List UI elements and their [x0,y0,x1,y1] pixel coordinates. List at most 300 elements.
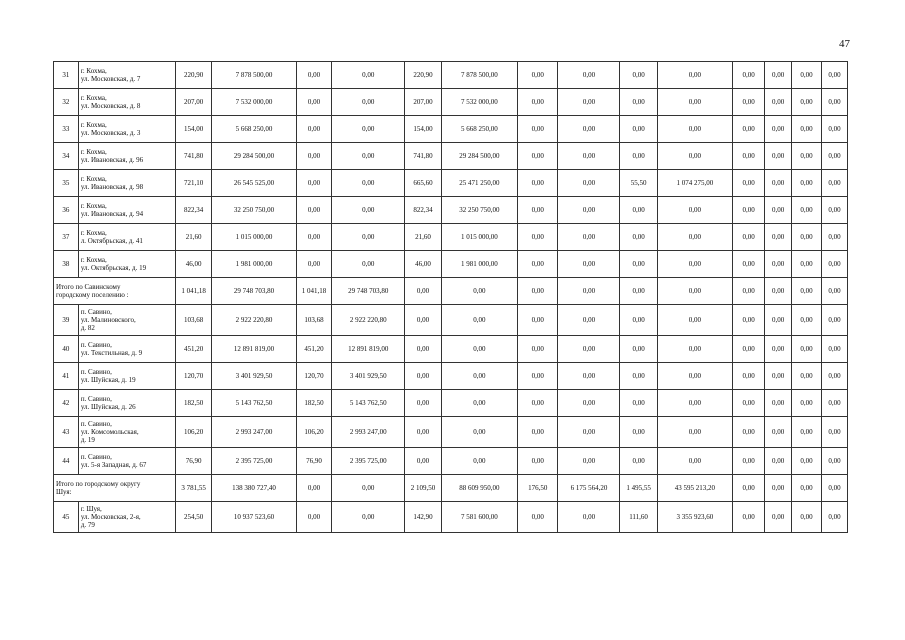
total-row [54,278,848,305]
page-number: 47 [839,38,850,50]
address-line: г. Кохма, [80,229,107,237]
value-cell: 0,00 [792,363,822,390]
value-cell: 106,20 [296,417,331,448]
value-cell: 0,00 [620,224,657,251]
address-line: д. 19 [80,436,95,444]
value-cell: 2 395 725,00 [332,448,405,475]
value-cell: 0,00 [822,143,848,170]
value-cell: 0,00 [332,502,405,533]
value-cell: 0,00 [558,502,620,533]
value-cell: 0,00 [765,143,792,170]
value-cell: 0,00 [620,197,657,224]
value-cell: 7 532 000,00 [212,89,297,116]
value-cell: 220,90 [405,62,441,89]
value-cell: 182,50 [175,390,211,417]
value-cell: 0,00 [620,89,657,116]
address-line: п. Савино, [80,308,112,316]
value-cell: 5 668 250,00 [212,116,297,143]
value-cell: 0,00 [620,278,657,305]
address-cell [78,363,175,390]
address-cell [78,448,175,475]
value-cell: 0,00 [620,448,657,475]
value-cell: 154,00 [405,116,441,143]
value-cell: 0,00 [296,143,331,170]
value-cell: 0,00 [620,390,657,417]
value-cell: 29 748 703,80 [332,278,405,305]
value-cell: 665,60 [405,170,441,197]
total-label [54,475,176,502]
value-cell: 2 922 220,80 [332,305,405,336]
address-line: ул. Малиновского, [80,316,136,324]
address-line: п. Савино, [80,341,112,349]
address-line: ул. 5-я Западная, д. 67 [80,461,147,469]
value-cell: 0,00 [558,305,620,336]
address-line: ул. Шуйская, д. 26 [80,403,136,411]
address-line: ул. Московская, д. 7 [80,75,141,83]
value-cell: 0,00 [822,197,848,224]
value-cell: 0,00 [518,89,558,116]
value-cell: 254,50 [175,502,211,533]
total-label-line: Итого по Савинскому [56,283,121,291]
value-cell: 0,00 [518,417,558,448]
value-cell: 0,00 [792,502,822,533]
value-cell: 741,80 [405,143,441,170]
value-cell: 0,00 [558,197,620,224]
value-cell: 76,90 [175,448,211,475]
value-cell: 7 878 500,00 [212,62,297,89]
value-cell: 0,00 [822,224,848,251]
value-cell: 12 891 819,00 [332,336,405,363]
value-cell: 88 609 950,00 [441,475,518,502]
address-line: п. Савино, [80,368,112,376]
value-cell: 0,00 [765,224,792,251]
address-line: г. Кохма, [80,202,107,210]
value-cell: 207,00 [405,89,441,116]
value-cell: 0,00 [405,305,441,336]
row-number: 31 [54,62,79,89]
value-cell: 106,20 [175,417,211,448]
value-cell: 1 015 000,00 [441,224,518,251]
value-cell: 451,20 [296,336,331,363]
value-cell: 0,00 [441,336,518,363]
value-cell: 3 401 929,50 [332,363,405,390]
table-row [54,224,848,251]
value-cell: 0,00 [657,143,732,170]
value-cell: 1 041,18 [175,278,211,305]
row-number: 43 [54,417,79,448]
value-cell: 0,00 [733,143,765,170]
value-cell: 0,00 [558,278,620,305]
row-number: 38 [54,251,79,278]
address-line: г. Шуя, [80,505,102,513]
total-label [54,278,176,305]
value-cell: 2 993 247,00 [332,417,405,448]
value-cell: 0,00 [620,251,657,278]
value-cell: 822,34 [175,197,211,224]
value-cell: 0,00 [733,62,765,89]
value-cell: 0,00 [765,116,792,143]
row-number: 44 [54,448,79,475]
address-cell [78,305,175,336]
value-cell: 0,00 [518,305,558,336]
value-cell: 0,00 [558,448,620,475]
address-line: ул. Октябрьская, д. 19 [80,264,147,272]
total-label-line: городскому поселению : [56,291,129,299]
table-row [54,390,848,417]
table-row [54,305,848,336]
table-row [54,363,848,390]
row-number: 41 [54,363,79,390]
value-cell: 0,00 [792,305,822,336]
address-line: ул. Ивановская, д. 98 [80,183,144,191]
address-line: г. Кохма, [80,148,107,156]
value-cell: 0,00 [792,448,822,475]
value-cell: 0,00 [518,448,558,475]
value-cell: 0,00 [733,448,765,475]
value-cell: 0,00 [792,336,822,363]
value-cell: 0,00 [332,251,405,278]
value-cell: 29 284 500,00 [441,143,518,170]
value-cell: 0,00 [518,170,558,197]
value-cell: 32 250 750,00 [441,197,518,224]
value-cell: 0,00 [765,363,792,390]
value-cell: 1 495,55 [620,475,657,502]
value-cell: 0,00 [441,390,518,417]
row-number: 32 [54,89,79,116]
value-cell: 0,00 [558,390,620,417]
value-cell: 0,00 [296,170,331,197]
value-cell: 0,00 [405,336,441,363]
address-line: ул. Московская, 2-я, [80,513,141,521]
value-cell: 0,00 [296,89,331,116]
value-cell: 0,00 [558,363,620,390]
value-cell: 0,00 [620,417,657,448]
value-cell: 721,10 [175,170,211,197]
value-cell: 0,00 [822,363,848,390]
value-cell: 3 781,55 [175,475,211,502]
value-cell: 0,00 [733,363,765,390]
value-cell: 0,00 [733,224,765,251]
value-cell: 0,00 [657,62,732,89]
value-cell: 176,50 [518,475,558,502]
address-line: ул. Московская, д. 8 [80,102,141,110]
value-cell: 0,00 [657,116,732,143]
value-cell: 7 878 500,00 [441,62,518,89]
value-cell: 5 143 762,50 [332,390,405,417]
value-cell: 142,90 [405,502,441,533]
value-cell: 0,00 [657,197,732,224]
value-cell: 26 545 525,00 [212,170,297,197]
table-row [54,89,848,116]
value-cell: 0,00 [765,448,792,475]
address-line: ул. Ивановская, д. 94 [80,210,144,218]
value-cell: 111,60 [620,502,657,533]
value-cell: 0,00 [518,502,558,533]
value-cell: 0,00 [657,336,732,363]
value-cell: 0,00 [332,197,405,224]
value-cell: 0,00 [405,417,441,448]
table-row [54,143,848,170]
value-cell: 0,00 [405,448,441,475]
address-line: г. Кохма, [80,256,107,264]
table-row [54,502,848,533]
value-cell: 0,00 [558,116,620,143]
table-row [54,116,848,143]
value-cell: 154,00 [175,116,211,143]
value-cell: 0,00 [733,251,765,278]
value-cell: 0,00 [405,390,441,417]
value-cell: 43 595 213,20 [657,475,732,502]
value-cell: 46,00 [405,251,441,278]
value-cell: 0,00 [733,336,765,363]
value-cell: 1 981 000,00 [441,251,518,278]
address-cell [78,417,175,448]
value-cell: 0,00 [296,224,331,251]
value-cell: 0,00 [558,170,620,197]
address-line: ул. Ивановская, д. 96 [80,156,144,164]
address-cell [78,170,175,197]
table-row [54,62,848,89]
value-cell: 0,00 [518,143,558,170]
address-line: л. Октябрьская, д. 41 [80,237,143,245]
value-cell: 1 981 000,00 [212,251,297,278]
address-cell [78,116,175,143]
value-cell: 0,00 [822,170,848,197]
address-cell [78,390,175,417]
value-cell: 0,00 [558,89,620,116]
value-cell: 0,00 [296,62,331,89]
address-line: ул. Шуйская, д. 19 [80,376,136,384]
address-line: д. 79 [80,521,95,529]
value-cell: 120,70 [175,363,211,390]
value-cell: 0,00 [765,251,792,278]
value-cell: 103,68 [175,305,211,336]
value-cell: 0,00 [441,278,518,305]
address-cell [78,62,175,89]
value-cell: 0,00 [657,278,732,305]
value-cell: 0,00 [405,278,441,305]
value-cell: 29 284 500,00 [212,143,297,170]
value-cell: 0,00 [296,475,331,502]
address-cell [78,197,175,224]
value-cell: 12 891 819,00 [212,336,297,363]
value-cell: 10 937 523,60 [212,502,297,533]
address-line: д. 82 [80,324,95,332]
value-cell: 220,90 [175,62,211,89]
value-cell: 0,00 [558,224,620,251]
value-cell: 0,00 [441,417,518,448]
table-row [54,448,848,475]
row-number: 40 [54,336,79,363]
address-cell [78,89,175,116]
value-cell: 0,00 [792,417,822,448]
value-cell: 21,60 [175,224,211,251]
row-number: 35 [54,170,79,197]
value-cell: 0,00 [733,502,765,533]
value-cell: 0,00 [733,116,765,143]
value-cell: 0,00 [733,89,765,116]
value-cell: 0,00 [518,278,558,305]
row-number: 33 [54,116,79,143]
value-cell: 2 922 220,80 [212,305,297,336]
value-cell: 0,00 [518,197,558,224]
value-cell: 0,00 [518,251,558,278]
address-line: ул. Комсомольская, [80,428,139,436]
value-cell: 741,80 [175,143,211,170]
value-cell: 0,00 [733,197,765,224]
address-cell [78,336,175,363]
value-cell: 0,00 [822,305,848,336]
value-cell: 76,90 [296,448,331,475]
value-cell: 55,50 [620,170,657,197]
value-cell: 0,00 [441,305,518,336]
value-cell: 0,00 [657,448,732,475]
value-cell: 0,00 [822,448,848,475]
value-cell: 0,00 [657,417,732,448]
value-cell: 5 143 762,50 [212,390,297,417]
value-cell: 0,00 [822,278,848,305]
value-cell: 0,00 [518,363,558,390]
value-cell: 0,00 [733,170,765,197]
value-cell: 0,00 [792,390,822,417]
address-line: п. Савино, [80,453,112,461]
value-cell: 0,00 [620,116,657,143]
value-cell: 0,00 [792,475,822,502]
value-cell: 0,00 [733,278,765,305]
value-cell: 6 175 564,20 [558,475,620,502]
value-cell: 0,00 [332,89,405,116]
value-cell: 0,00 [657,89,732,116]
value-cell: 0,00 [518,390,558,417]
table-row [54,336,848,363]
table-row [54,197,848,224]
value-cell: 0,00 [518,116,558,143]
value-cell: 0,00 [822,475,848,502]
row-number: 45 [54,502,79,533]
value-cell: 0,00 [765,278,792,305]
value-cell: 1 074 275,00 [657,170,732,197]
value-cell: 0,00 [518,224,558,251]
value-cell: 0,00 [822,116,848,143]
value-cell: 0,00 [822,251,848,278]
address-line: г. Кохма, [80,67,107,75]
value-cell: 0,00 [620,143,657,170]
value-cell: 0,00 [765,475,792,502]
value-cell: 0,00 [822,89,848,116]
value-cell: 103,68 [296,305,331,336]
value-cell: 0,00 [620,363,657,390]
value-cell: 451,20 [175,336,211,363]
row-number: 34 [54,143,79,170]
value-cell: 0,00 [558,143,620,170]
value-cell: 0,00 [332,224,405,251]
value-cell: 0,00 [822,390,848,417]
value-cell: 0,00 [332,143,405,170]
address-line: г. Кохма, [80,175,107,183]
value-cell: 0,00 [518,62,558,89]
value-cell: 7 581 600,00 [441,502,518,533]
value-cell: 0,00 [558,417,620,448]
value-cell: 0,00 [657,305,732,336]
value-cell: 2 993 247,00 [212,417,297,448]
value-cell: 0,00 [765,390,792,417]
value-cell: 3 401 929,50 [212,363,297,390]
total-label-line: Итого по городскому округу [56,480,141,488]
value-cell: 0,00 [822,336,848,363]
value-cell: 0,00 [765,502,792,533]
value-cell: 1 015 000,00 [212,224,297,251]
value-cell: 0,00 [441,448,518,475]
value-cell: 0,00 [657,390,732,417]
value-cell: 2 395 725,00 [212,448,297,475]
value-cell: 0,00 [296,197,331,224]
value-cell: 0,00 [332,116,405,143]
value-cell: 0,00 [296,116,331,143]
value-cell: 0,00 [332,475,405,502]
value-cell: 0,00 [792,278,822,305]
value-cell: 0,00 [765,89,792,116]
value-cell: 0,00 [296,502,331,533]
value-cell: 207,00 [175,89,211,116]
value-cell: 0,00 [441,363,518,390]
total-row [54,475,848,502]
value-cell: 0,00 [332,62,405,89]
value-cell: 0,00 [620,305,657,336]
value-cell: 0,00 [518,336,558,363]
table-row [54,251,848,278]
housing-program-table [53,61,848,533]
row-number: 36 [54,197,79,224]
value-cell: 7 532 000,00 [441,89,518,116]
value-cell: 0,00 [792,143,822,170]
value-cell: 0,00 [657,224,732,251]
value-cell: 0,00 [792,62,822,89]
value-cell: 0,00 [792,251,822,278]
value-cell: 0,00 [558,62,620,89]
value-cell: 182,50 [296,390,331,417]
value-cell: 3 355 923,60 [657,502,732,533]
address-line: п. Савино, [80,395,112,403]
value-cell: 0,00 [657,363,732,390]
value-cell: 25 471 250,00 [441,170,518,197]
address-cell [78,224,175,251]
value-cell: 0,00 [733,475,765,502]
value-cell: 0,00 [332,170,405,197]
value-cell: 0,00 [620,62,657,89]
row-number: 42 [54,390,79,417]
address-line: ул. Текстильная, д. 9 [80,349,143,357]
total-label-line: Шуя: [56,488,72,496]
value-cell: 0,00 [822,417,848,448]
address-line: г. Кохма, [80,121,107,129]
value-cell: 46,00 [175,251,211,278]
value-cell: 5 668 250,00 [441,116,518,143]
value-cell: 0,00 [296,251,331,278]
address-cell [78,251,175,278]
table-row [54,417,848,448]
address-line: п. Савино, [80,420,112,428]
value-cell: 0,00 [765,305,792,336]
value-cell: 0,00 [733,417,765,448]
value-cell: 0,00 [765,170,792,197]
row-number: 37 [54,224,79,251]
value-cell: 0,00 [792,116,822,143]
value-cell: 0,00 [792,170,822,197]
value-cell: 2 109,50 [405,475,441,502]
value-cell: 0,00 [822,502,848,533]
address-cell [78,143,175,170]
value-cell: 0,00 [765,62,792,89]
